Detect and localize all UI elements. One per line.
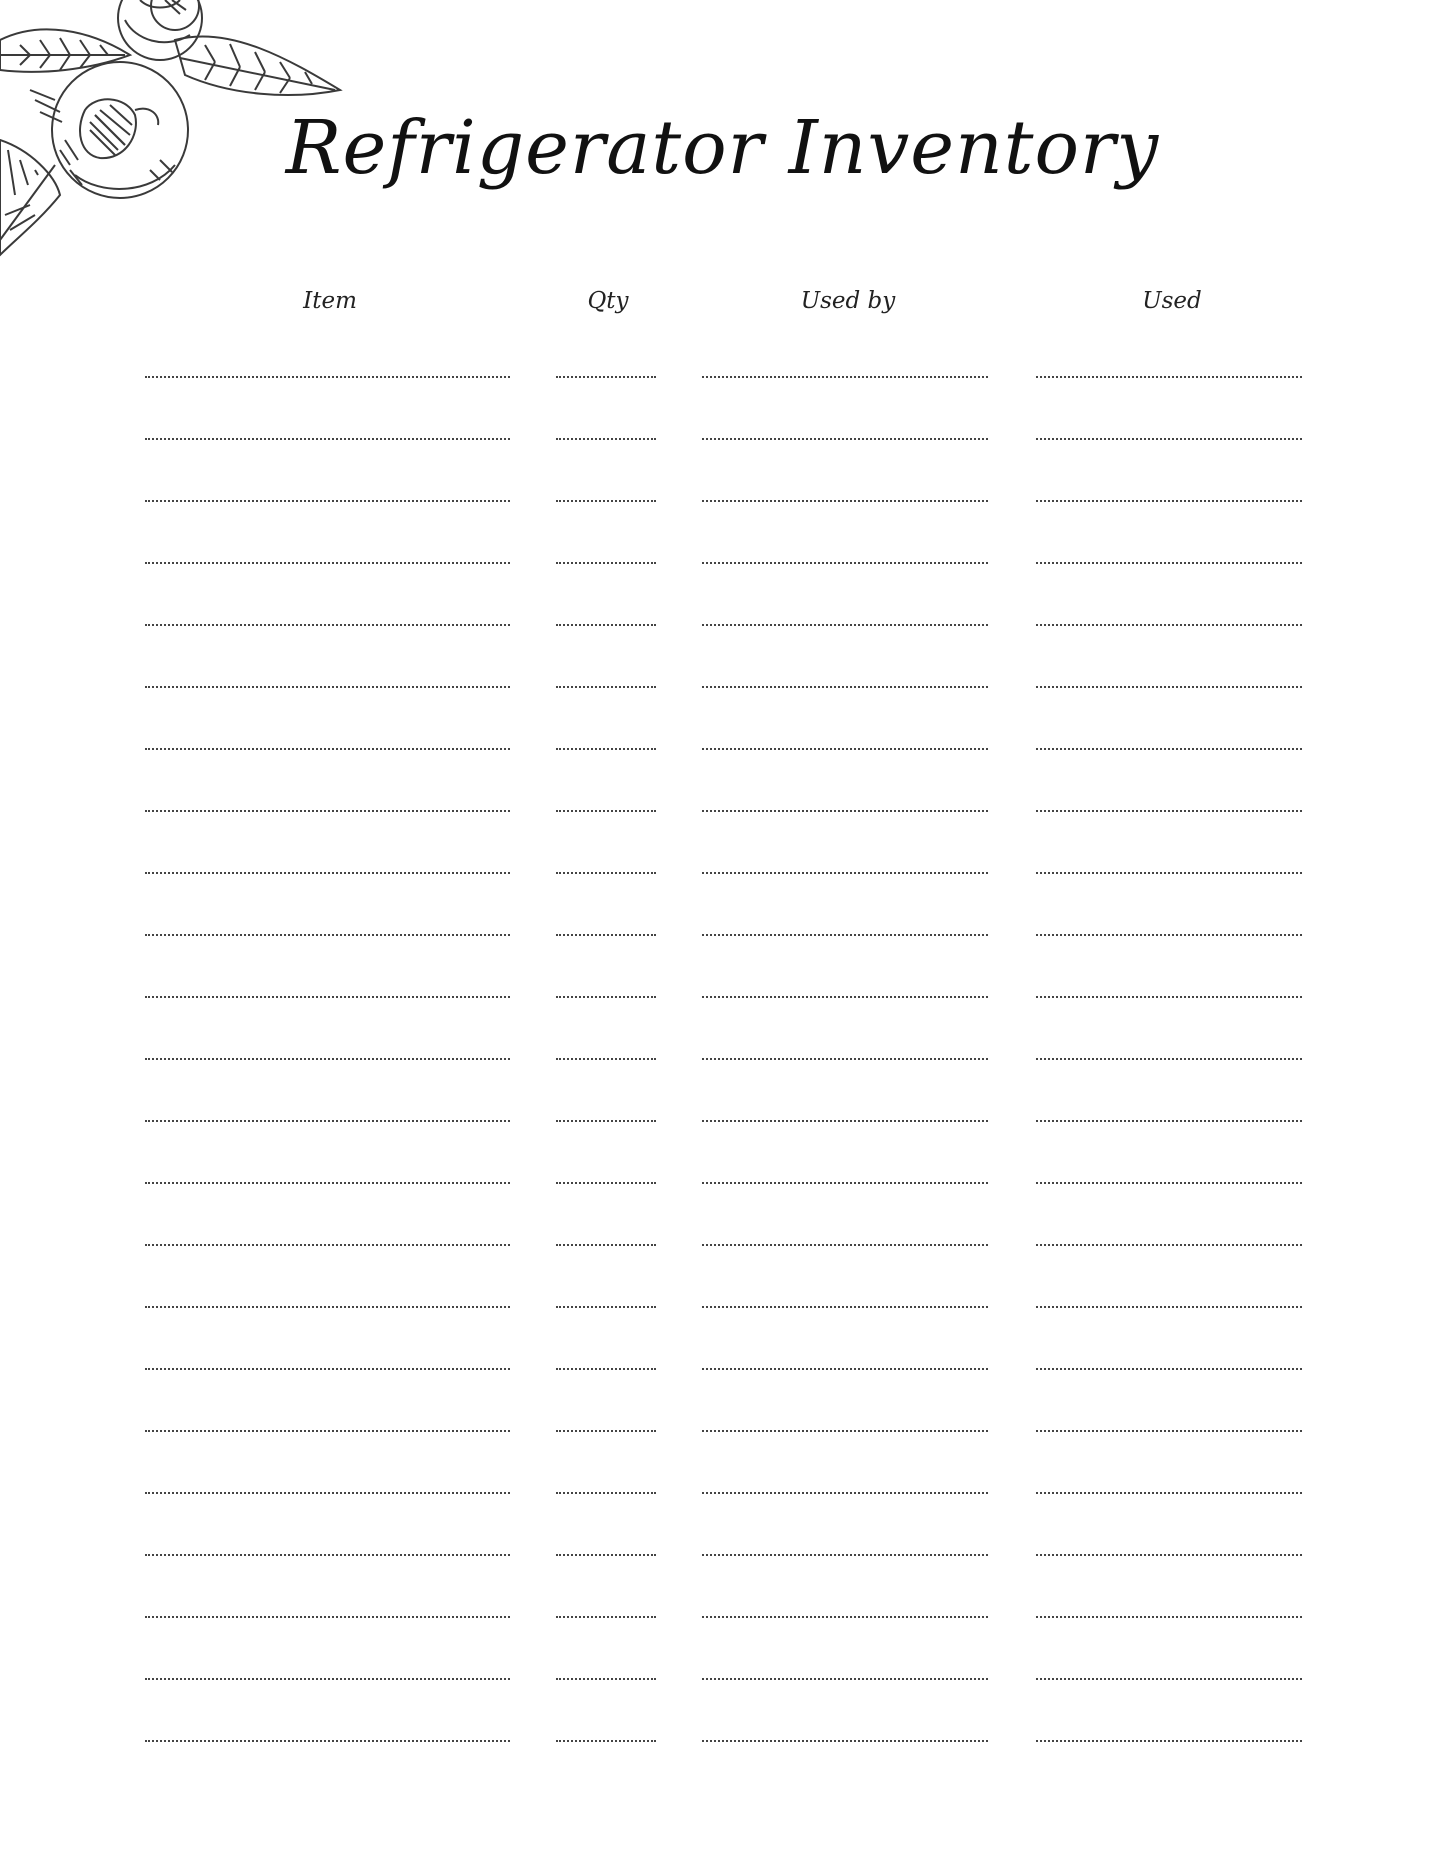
- used-entry-line[interactable]: [1036, 1182, 1302, 1184]
- qty-entry-line[interactable]: [556, 624, 656, 626]
- used-by-entry-line[interactable]: [702, 1182, 988, 1184]
- used-by-entry-line[interactable]: [702, 934, 988, 936]
- used-entry-line[interactable]: [1036, 1368, 1302, 1370]
- item-entry-line[interactable]: [145, 1554, 510, 1556]
- column-header-used-by: Used by: [800, 288, 896, 314]
- used-entry-line[interactable]: [1036, 1740, 1302, 1742]
- item-entry-line[interactable]: [145, 810, 510, 812]
- used-by-entry-line[interactable]: [702, 1306, 988, 1308]
- used-entry-line[interactable]: [1036, 934, 1302, 936]
- used-by-entry-line[interactable]: [702, 1616, 988, 1618]
- used-entry-line[interactable]: [1036, 748, 1302, 750]
- used-entry-line[interactable]: [1036, 500, 1302, 502]
- item-entry-line[interactable]: [145, 438, 510, 440]
- qty-entry-line[interactable]: [556, 1120, 656, 1122]
- qty-entry-line[interactable]: [556, 1740, 656, 1742]
- item-entry-line[interactable]: [145, 1182, 510, 1184]
- used-entry-line[interactable]: [1036, 686, 1302, 688]
- item-entry-line[interactable]: [145, 996, 510, 998]
- used-entry-line[interactable]: [1036, 1554, 1302, 1556]
- qty-entry-line[interactable]: [556, 376, 656, 378]
- item-entry-line[interactable]: [145, 1492, 510, 1494]
- qty-entry-line[interactable]: [556, 1182, 656, 1184]
- item-entry-line[interactable]: [145, 500, 510, 502]
- used-by-entry-line[interactable]: [702, 1430, 988, 1432]
- column-header-item: Item: [303, 288, 357, 314]
- qty-entry-line[interactable]: [556, 1368, 656, 1370]
- used-entry-line[interactable]: [1036, 1430, 1302, 1432]
- used-entry-line[interactable]: [1036, 438, 1302, 440]
- item-entry-line[interactable]: [145, 1740, 510, 1742]
- used-entry-line[interactable]: [1036, 810, 1302, 812]
- used-by-entry-line[interactable]: [702, 500, 988, 502]
- used-entry-line[interactable]: [1036, 996, 1302, 998]
- qty-entry-line[interactable]: [556, 1678, 656, 1680]
- item-entry-line[interactable]: [145, 1244, 510, 1246]
- column-header-used: Used: [1142, 288, 1202, 314]
- used-entry-line[interactable]: [1036, 562, 1302, 564]
- item-entry-line[interactable]: [145, 1306, 510, 1308]
- used-by-entry-line[interactable]: [702, 996, 988, 998]
- column-header-qty: Qty: [587, 288, 629, 314]
- qty-entry-line[interactable]: [556, 996, 656, 998]
- item-entry-line[interactable]: [145, 1616, 510, 1618]
- used-entry-line[interactable]: [1036, 376, 1302, 378]
- used-by-entry-line[interactable]: [702, 872, 988, 874]
- qty-entry-line[interactable]: [556, 810, 656, 812]
- used-by-entry-line[interactable]: [702, 1120, 988, 1122]
- qty-entry-line[interactable]: [556, 1554, 656, 1556]
- qty-entry-line[interactable]: [556, 438, 656, 440]
- used-by-entry-line[interactable]: [702, 1058, 988, 1060]
- used-by-entry-line[interactable]: [702, 562, 988, 564]
- used-by-entry-line[interactable]: [702, 686, 988, 688]
- item-entry-line[interactable]: [145, 934, 510, 936]
- used-entry-line[interactable]: [1036, 1678, 1302, 1680]
- used-entry-line[interactable]: [1036, 1120, 1302, 1122]
- used-by-entry-line[interactable]: [702, 1554, 988, 1556]
- item-entry-line[interactable]: [145, 624, 510, 626]
- qty-entry-line[interactable]: [556, 1306, 656, 1308]
- item-entry-line[interactable]: [145, 872, 510, 874]
- page-title: Refrigerator Inventory: [285, 105, 1160, 191]
- qty-entry-line[interactable]: [556, 1616, 656, 1618]
- item-entry-line[interactable]: [145, 376, 510, 378]
- used-by-entry-line[interactable]: [702, 1244, 988, 1246]
- item-entry-line[interactable]: [145, 1430, 510, 1432]
- used-by-entry-line[interactable]: [702, 438, 988, 440]
- used-by-entry-line[interactable]: [702, 376, 988, 378]
- item-entry-line[interactable]: [145, 748, 510, 750]
- used-by-entry-line[interactable]: [702, 1678, 988, 1680]
- used-by-entry-line[interactable]: [702, 624, 988, 626]
- qty-entry-line[interactable]: [556, 1430, 656, 1432]
- used-by-entry-line[interactable]: [702, 1740, 988, 1742]
- item-entry-line[interactable]: [145, 1678, 510, 1680]
- used-entry-line[interactable]: [1036, 1244, 1302, 1246]
- used-entry-line[interactable]: [1036, 1306, 1302, 1308]
- qty-entry-line[interactable]: [556, 748, 656, 750]
- used-entry-line[interactable]: [1036, 624, 1302, 626]
- item-entry-line[interactable]: [145, 686, 510, 688]
- qty-entry-line[interactable]: [556, 562, 656, 564]
- used-by-entry-line[interactable]: [702, 810, 988, 812]
- used-by-entry-line[interactable]: [702, 748, 988, 750]
- used-entry-line[interactable]: [1036, 1616, 1302, 1618]
- item-entry-line[interactable]: [145, 1368, 510, 1370]
- qty-entry-line[interactable]: [556, 686, 656, 688]
- used-entry-line[interactable]: [1036, 1058, 1302, 1060]
- item-entry-line[interactable]: [145, 562, 510, 564]
- qty-entry-line[interactable]: [556, 500, 656, 502]
- qty-entry-line[interactable]: [556, 1492, 656, 1494]
- qty-entry-line[interactable]: [556, 872, 656, 874]
- used-by-entry-line[interactable]: [702, 1492, 988, 1494]
- item-entry-line[interactable]: [145, 1120, 510, 1122]
- qty-entry-line[interactable]: [556, 934, 656, 936]
- used-entry-line[interactable]: [1036, 872, 1302, 874]
- qty-entry-line[interactable]: [556, 1244, 656, 1246]
- used-by-entry-line[interactable]: [702, 1368, 988, 1370]
- qty-entry-line[interactable]: [556, 1058, 656, 1060]
- item-entry-line[interactable]: [145, 1058, 510, 1060]
- used-entry-line[interactable]: [1036, 1492, 1302, 1494]
